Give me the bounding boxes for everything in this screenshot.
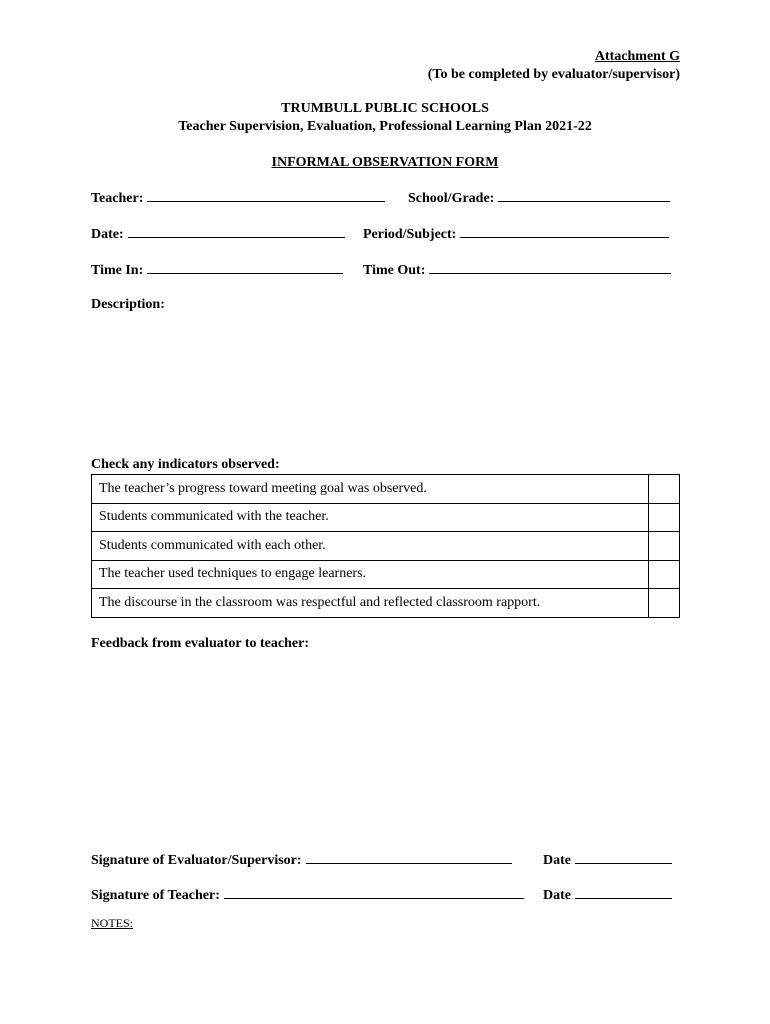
indicator-checkbox[interactable] — [649, 589, 680, 618]
teacher-field — [91, 189, 385, 207]
table-row — [92, 589, 680, 618]
evaluator-date-label: Date — [543, 853, 571, 868]
description-area[interactable] — [91, 318, 680, 453]
teacher-date-field — [543, 886, 672, 904]
time-out-field — [363, 261, 671, 279]
table-row — [92, 560, 680, 589]
time-in-field — [91, 261, 343, 279]
feedback-area[interactable] — [91, 658, 680, 838]
teacher-signature-field — [91, 886, 524, 904]
teacher-line[interactable] — [147, 189, 385, 202]
teacher-signature-line[interactable] — [224, 886, 524, 899]
time-out-line[interactable] — [429, 261, 671, 274]
indicator-checkbox[interactable] — [649, 503, 680, 532]
plan-title: Teacher Supervision, Evaluation, Professional Learning Plan 2021-22 — [178, 119, 592, 134]
evaluator-signature-label: Signature of Evaluator/Supervisor: — [91, 853, 302, 868]
table-row — [92, 503, 680, 532]
indicator-text: The discourse in the classroom was respectful and reflected classroom rapport. — [92, 589, 649, 618]
indicator-checkbox[interactable] — [649, 560, 680, 589]
document-heading — [0, 100, 770, 136]
school-grade-field — [408, 189, 670, 207]
notes-label: NOTES: — [91, 916, 133, 930]
indicators-heading: Check any indicators observed: — [91, 457, 280, 472]
indicator-text: Students communicated with the teacher. — [92, 503, 649, 532]
teacher-signature-label: Signature of Teacher: — [91, 888, 220, 903]
school-grade-line[interactable] — [498, 189, 670, 202]
indicator-text: The teacher’s progress toward meeting goal was observed. — [92, 475, 649, 504]
period-subject-field — [363, 225, 669, 243]
time-out-label: Time Out: — [363, 263, 426, 278]
time-in-line[interactable] — [147, 261, 343, 274]
teacher-date-label: Date — [543, 888, 571, 903]
evaluator-signature-line[interactable] — [306, 851, 512, 864]
attachment-header — [428, 48, 680, 84]
evaluator-date-field — [543, 851, 672, 869]
form-title-block — [0, 154, 770, 172]
table-row — [92, 475, 680, 504]
school-name: TRUMBULL PUBLIC SCHOOLS — [281, 101, 489, 116]
feedback-heading: Feedback from evaluator to teacher: — [91, 636, 309, 651]
teacher-label: Teacher: — [91, 191, 144, 206]
period-subject-line[interactable] — [460, 225, 669, 238]
teacher-date-line[interactable] — [575, 886, 672, 899]
attachment-subtitle: (To be completed by evaluator/supervisor) — [427, 67, 680, 82]
date-label: Date: — [91, 227, 124, 242]
indicator-checkbox[interactable] — [649, 532, 680, 561]
form-title: INFORMAL OBSERVATION FORM — [271, 155, 499, 170]
indicator-text: The teacher used techniques to engage learners. — [92, 560, 649, 589]
evaluator-signature-field — [91, 851, 512, 869]
date-field — [91, 225, 345, 243]
period-subject-label: Period/Subject: — [363, 227, 457, 242]
school-grade-label: School/Grade: — [408, 191, 495, 206]
evaluator-date-line[interactable] — [575, 851, 672, 864]
attachment-title: Attachment G — [594, 49, 680, 64]
description-label: Description: — [91, 297, 165, 312]
time-in-label: Time In: — [91, 263, 144, 278]
indicator-checkbox[interactable] — [649, 475, 680, 504]
date-line[interactable] — [128, 225, 345, 238]
indicators-table — [91, 474, 680, 618]
indicator-text: Students communicated with each other. — [92, 532, 649, 561]
table-row — [92, 532, 680, 561]
